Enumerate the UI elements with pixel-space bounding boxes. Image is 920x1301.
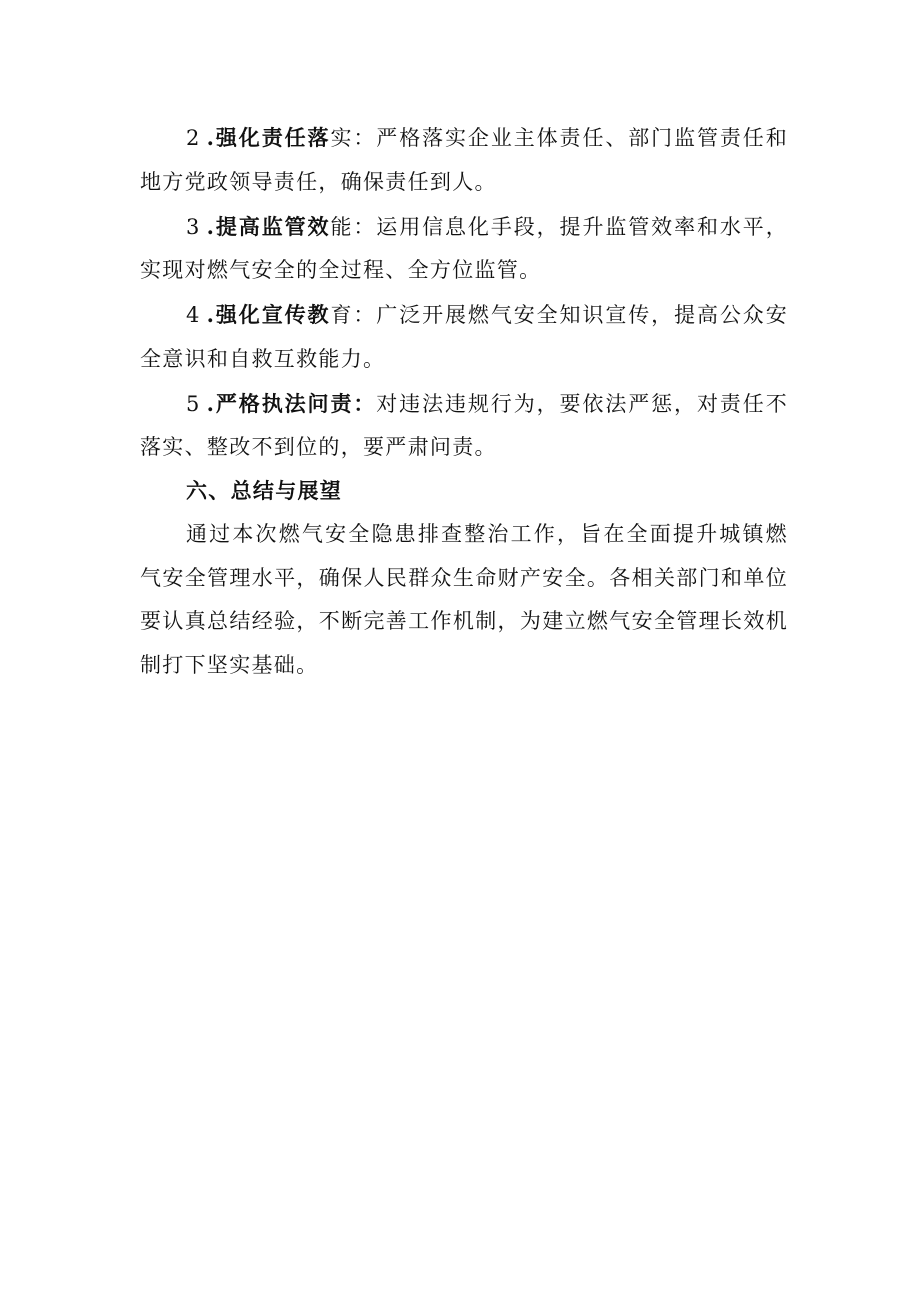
item-number: 2 — [186, 126, 201, 150]
measure-item-4 — [140, 293, 788, 381]
item-body: 对违法违规行为，要依法严惩，对责任不落实、整改不到位的，要严肃问责。 — [140, 391, 788, 459]
item-dot: . — [206, 302, 216, 327]
item-number: 4 — [186, 303, 201, 327]
item-title-bold: 严格执法问责： — [215, 391, 377, 416]
item-title-bold: 强化责任落 — [215, 126, 331, 150]
section-paragraph: 通过本次燃气安全隐患排查整治工作，旨在全面提升城镇燃气安全管理水平，确保人民群众生命财产安全。各相关部门和单位要认真总结经验，不断完善工作机制，为建立燃气安全管理长效机制打下坚实基础。 — [140, 522, 788, 677]
item-number: 5 — [186, 391, 201, 416]
measure-item-2 — [140, 116, 788, 204]
item-title-bold: 强化宣传教 — [215, 303, 331, 327]
item-title-rest: 能： — [330, 214, 377, 239]
item-dot: . — [206, 213, 216, 239]
item-dot: . — [206, 125, 216, 150]
item-dot: . — [206, 390, 216, 416]
item-body: 严格落实企业主体责任、部门监管责任和地方党政领导责任，确保责任到人。 — [140, 126, 789, 194]
item-number: 3 — [186, 214, 201, 239]
item-title-bold: 提高监管效 — [215, 214, 331, 239]
measure-item-3 — [140, 205, 788, 293]
item-title-rest: 育： — [330, 303, 377, 327]
item-body: 广泛开展燃气安全知识宣传，提高公众安全意识和自救互救能力。 — [140, 303, 789, 371]
section-heading: 六、总结与展望 — [186, 478, 343, 503]
item-body: 运用信息化手段，提升监管效率和水平，实现对燃气安全的全过程、全方位监管。 — [140, 214, 789, 282]
item-title-rest: 实： — [330, 126, 377, 150]
document-page — [140, 116, 788, 687]
measure-item-5 — [140, 382, 788, 470]
